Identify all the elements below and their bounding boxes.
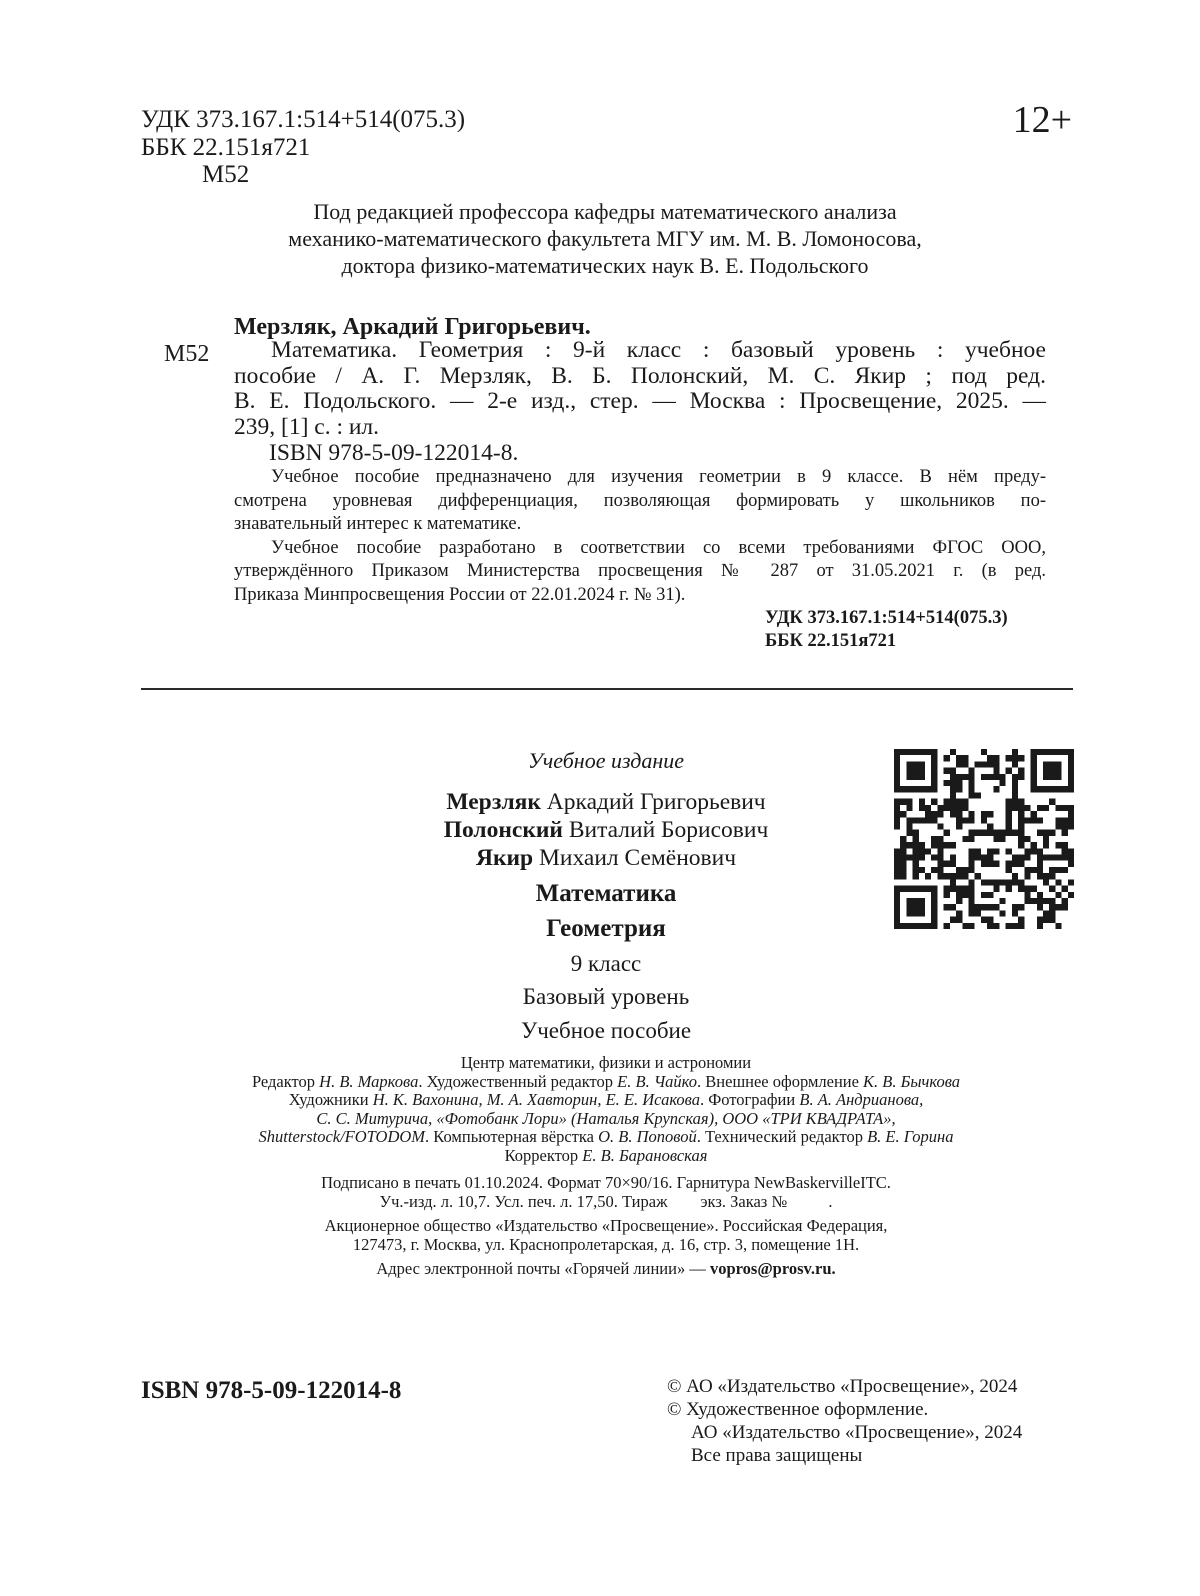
author-entry: Полонский Виталий Борисович xyxy=(443,817,769,843)
isbn-footer: ISBN 978-5-09-122014-8 xyxy=(141,1377,402,1404)
book-kind: Учебное пособие xyxy=(520,1018,692,1043)
annotation-line: знавательный интерес к математике. xyxy=(234,514,522,535)
qr-code-icon xyxy=(894,749,1074,929)
book-grade: 9 класс xyxy=(570,951,642,976)
catalog-description-line: В. Е. Подольского. — 2-е изд., стер. — Москва : Просвещение, 2025. — xyxy=(234,388,1046,414)
copyright-line: © Художественное оформление. xyxy=(667,1399,929,1420)
copyright-line: © АО «Издательство «Просвещение», 2024 xyxy=(667,1376,1018,1397)
bbk-code-top: ББК 22.151я721 xyxy=(141,134,311,161)
edition-type: Учебное издание xyxy=(527,748,685,773)
catalog-code: М52 xyxy=(164,341,210,367)
author-mark-top: М52 xyxy=(202,161,250,188)
editor-note-line: доктора физико-математических наук В. Е. Подольского xyxy=(341,253,869,278)
book-level: Базовый уровень xyxy=(522,984,690,1009)
age-rating: 12+ xyxy=(1012,99,1072,141)
credits xyxy=(140,1054,1072,1165)
editor-note xyxy=(150,198,1060,279)
udk-code-top: УДК 373.167.1:514+514(075.3) xyxy=(141,106,466,133)
copyright-block xyxy=(667,1375,1022,1467)
credits-line: Редактор Н. В. Маркова. Художественный редактор Е. В. Чайко. Внешнее оформление К. В. Бычкова xyxy=(251,1071,961,1091)
divider-rule xyxy=(141,688,1073,690)
credits-line: Shutterstock/FOTODOM. Компьютерная вёрстка О. В. Поповой. Технический редактор В. Е. Горина xyxy=(258,1127,954,1146)
author-entry: Мерзляк Аркадий Григорьевич xyxy=(446,789,766,815)
copyright-line: АО «Издательство «Просвещение», 2024 xyxy=(691,1422,1023,1443)
imprint-sheets: Уч.-изд. л. 10,7. Усл. печ. л. 17,50. Тираж экз. Заказ № . xyxy=(379,1192,833,1211)
copyright-line: Все права защищены xyxy=(691,1445,863,1466)
imprint-address: 127473, г. Москва, ул. Краснопролетарская, д. 16, стр. 3, помещение 1Н. xyxy=(352,1235,860,1254)
imprint xyxy=(140,1173,1072,1278)
credits-line: Художники Н. К. Вахонина, М. А. Хавторин, Е. Е. Исакова. Фотографии В. А. Андрианова, xyxy=(288,1090,924,1109)
book-subtitle: Геометрия xyxy=(546,915,666,942)
credits-line: С. С. Митурича, «Фотобанк Лори» (Наталья Крупская), ООО «ТРИ КВАДРАТА», xyxy=(316,1108,896,1128)
author-entry: Якир Михаил Семёнович xyxy=(475,845,737,871)
catalog-author-heading: Мерзляк, Аркадий Григорьевич. xyxy=(234,314,591,340)
authors-list xyxy=(400,788,812,872)
catalog-udk: УДК 373.167.1:514+514(075.3) xyxy=(765,608,1008,628)
hotline-email[interactable]: vopros@prosv.ru. xyxy=(709,1259,836,1278)
credits-line: Корректор Е. В. Барановская xyxy=(504,1145,708,1165)
book-title: Математика xyxy=(535,880,677,907)
catalog-description xyxy=(234,338,1046,440)
imprint-publisher: Акционерное общество «Издательство «Просвещение». Российская Федерация, xyxy=(324,1216,888,1235)
catalog-description-line: Математика. Геометрия : 9-й класс : базовый уровень : учебное xyxy=(271,337,1046,363)
imprint-email-line: Адрес электронной почты «Горячей линии» — vopros@prosv.ru. xyxy=(376,1259,836,1278)
annotation-line: Учебное пособие предназначено для изучения геометрии в 9 классе. В нём преду- xyxy=(271,467,1046,487)
editor-note-line: Под редакцией профессора кафедры математического анализа xyxy=(313,199,897,224)
catalog-description-line: пособие / А. Г. Мерзляк, В. Б. Полонский, М. С. Якир ; под ред. xyxy=(234,362,1046,389)
catalog-bbk: ББК 22.151я721 xyxy=(765,631,897,651)
catalog-description-line: 239, [1] с. : ил. xyxy=(234,413,380,440)
annotation-line: смотрена уровневая дифференциация, позволяющая формировать у школьников по- xyxy=(234,490,1046,511)
credits-center: Центр математики, физики и астрономии xyxy=(460,1053,752,1072)
catalog-annotation xyxy=(234,466,1046,608)
annotation-line: Учебное пособие разработано в соответствии со всеми требованиями ФГОС ООО, xyxy=(271,537,1046,558)
annotation-line: утверждённого Приказом Министерства просвещения № 287 от 31.05.2021 г. (в ред. xyxy=(234,561,1046,582)
annotation-line: Приказа Минпросвещения России от 22.01.2024 г. № 31). xyxy=(234,584,686,605)
editor-note-line: механико-математического факультета МГУ им. М. В. Ломоносова, xyxy=(288,226,922,251)
imprint-signed: Подписано в печать 01.10.2024. Формат 70×90/16. Гарнитура NewBaskervilleITC. xyxy=(321,1173,891,1192)
catalog-isbn: ISBN 978-5-09-122014-8. xyxy=(269,440,519,466)
